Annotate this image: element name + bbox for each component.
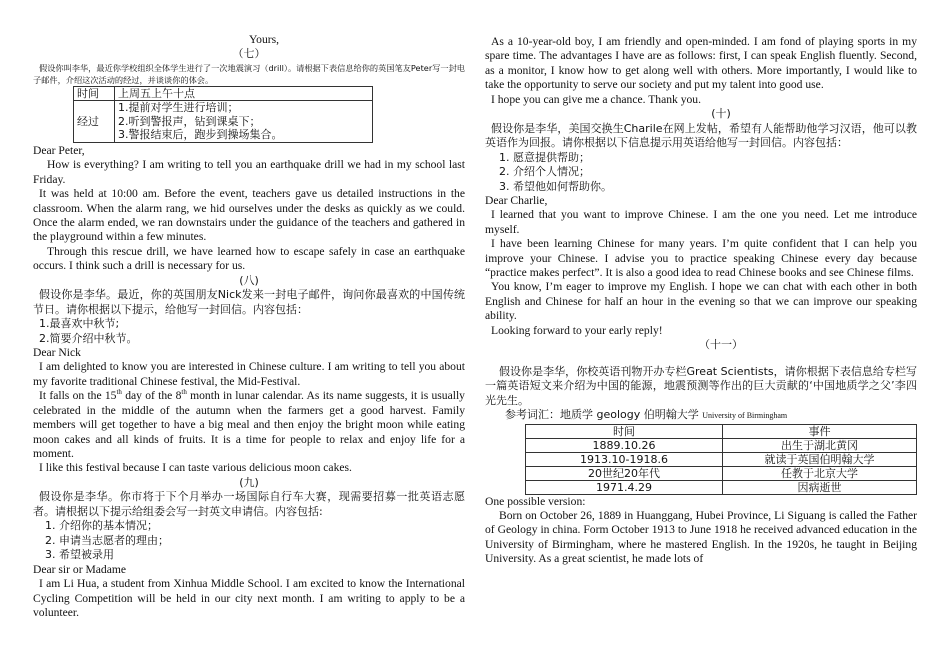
table-row: 1889.10.26 出生于湖北黄冈 — [526, 438, 917, 452]
section7-prompt: 假设你叫李华，最近你学校组织全体学生进行了一次地震演习（drill）。请根据下表信息给你的英国笔友Peter写一封电子邮件，介绍这次活动的经过，并谈谈你的体会。 — [33, 62, 465, 85]
section9-prompt: 假设你是李华。你市将于下个月举办一场国际自行车大赛，现需要招募一批英语志愿者。请根据以下提示给组委会写一封英文申请信。内容包括: — [33, 490, 465, 518]
left-column — [33, 0, 465, 620]
process-step: 3.警报结束后，跑步到操场集合。 — [118, 128, 283, 142]
section9-point: 2. 申请当志愿者的理由； — [45, 533, 169, 547]
section11-reference-words: 参考词汇：地质学 geology 伯明翰大学 University of Birmingham — [505, 408, 788, 422]
section9-heading: (九) — [239, 475, 259, 489]
section9-continued-paragraph: As a 10-year-old boy, I am friendly and open-minded. I am fond of playing sports in my spare time. The advantages I have are as follows: first, I can speak English fluently. Second, as a monitor, I know how to get along well with others. More importantly, I would like to take the opportunity to serve our society and put my talent into good use. — [485, 35, 917, 92]
right-column — [485, 0, 917, 567]
section9-point: 1. 介绍你的基本情况； — [45, 519, 158, 533]
section9-paragraph: I am Li Hua, a student from Xinhua Middle School. I am excited to know the International Cycling Competition will be held in our city next month. I am writing to apply to be a volunteer. — [33, 577, 465, 619]
time-label-cell: 时间 — [74, 86, 115, 101]
section9-point: 3. 希望被录用 — [45, 548, 114, 562]
section10-greeting: Dear Charlie, — [485, 194, 548, 208]
section10-point: 2. 介绍个人情况； — [499, 165, 590, 179]
process-step: 2.听到警报声，钻到课桌下； — [118, 114, 261, 128]
section9-greeting: Dear sir or Madame — [33, 562, 127, 576]
section7-paragraph: How is everything? I am writing to tell you an earthquake drill we had in my school last Friday. — [33, 158, 465, 186]
section10-paragraph: I have been learning Chinese for many years. I’m quite confident that I can help you improve your Chinese. I advise you to practice speaking Chinese every day because “practice makes perfect”. It is also a good idea to read Chinese books and see Chinese films. — [485, 237, 917, 280]
section8-prompt: 假设你是李华。最近，你的英国朋友Nick发来一封电子邮件，询问你最喜欢的中国传统节日。请你根据以下提示，给他写一封回信。内容包括： — [33, 288, 465, 316]
section11-heading: （十一） — [699, 338, 743, 352]
drill-info-table — [73, 86, 373, 143]
process-label-cell: 经过 — [74, 101, 115, 143]
li-siguang-timeline-table — [525, 424, 917, 495]
section10-paragraph: You know, I’m eager to improve my English. I hope we can chat with each other in both English and Chinese for half an hour in the evening so that we can improve our speaking ability. — [485, 280, 917, 323]
section8-point: 2.简要介绍中秋节。 — [39, 331, 138, 345]
section7-heading: （七） — [232, 47, 266, 61]
section8-paragraph: It falls on the 15th day of the 8th month in lunar calendar. As its name suggests, it is usually celebrated in the middle of the autumn when the farmers get a good harvest. Family members will get together to have a big meal and then enjoy the bright moon while eating moon cakes and all kinds of fruits. It is a time for people to relax and enjoy life for a moment. — [33, 388, 465, 460]
section11-prompt: 假设你是李华，你校英语刊物开办专栏Great Scientists，请你根据下表信息给专栏写一篇英语短文来介绍为中国的能源，地震预测等作出的巨大贡献的‘中国地质学之父’李四光先生。 — [485, 364, 917, 407]
process-step: 1.提前对学生进行培训； — [118, 101, 239, 115]
section10-prompt: 假设你是李华，美国交换生Charile在网上发帖，希望有人能帮助他学习汉语，他可以教英语作为回报。请你根据以下信息提示用英语给他写一封回信。内容包括： — [485, 121, 917, 150]
section7-paragraph: It was held at 10:00 am. Before the event, teachers gave us detailed instructions in the classroom. When the alarm rang, we hid ourselves under the desks as quickly as we could. Once the alarm ended, we ran downstairs under the guidance of the teachers and gathered in the playground within a few minutes. — [33, 187, 465, 244]
table-header-time: 时间 — [526, 424, 723, 438]
process-steps-cell — [115, 101, 373, 143]
version-label: One possible version: — [485, 494, 586, 508]
section10-paragraph: Looking forward to your early reply! — [491, 323, 663, 337]
table-row: 1971.4.29 因病逝世 — [526, 480, 917, 494]
section7-greeting: Dear Peter, — [33, 143, 85, 157]
section10-point: 3. 希望他如何帮助你。 — [499, 179, 612, 193]
section8-greeting: Dear Nick — [33, 346, 81, 360]
section10-point: 1. 愿意提供帮助； — [499, 150, 590, 164]
section10-heading: (十) — [711, 107, 731, 121]
table-row: 20世纪20年代 任教于北京大学 — [526, 466, 917, 480]
section8-paragraph: I like this festival because I can taste various delicious moon cakes. — [39, 461, 352, 475]
section8-paragraph: I am delighted to know you are interested in Chinese culture. I am writing to tell you about my favorite traditional Chinese festival, the Mid-Festival. — [33, 360, 465, 388]
section8-heading: (八) — [239, 273, 259, 287]
table-row: 1913.10-1918.6 就读于英国伯明翰大学 — [526, 452, 917, 466]
closing-yours: Yours, — [248, 33, 280, 46]
table-header-event: 事件 — [723, 424, 917, 438]
section10-paragraph: I learned that you want to improve Chinese. I am the one you need. Let me introduce myself. — [485, 208, 917, 236]
time-value-cell: 上周五上午十点 — [115, 86, 373, 101]
section11-paragraph: Born on October 26, 1889 in Huanggang, Hubei Province, Li Siguang is called the Father of Geology in china. Form October 1913 to June 1918 he received advanced education in the University of Birmingham, where he mastered English. In the 1920s, he taught in Beijing University. As a great scientist, he made lots of — [485, 509, 917, 566]
section9-continued-paragraph: I hope you can give me a chance. Thank you. — [491, 92, 702, 106]
section7-paragraph: Through this rescue drill, we have learned how to escape safely in case an earthquake occurs. I think such a drill is necessary for us. — [33, 244, 465, 273]
section8-point: 1.最喜欢中秋节; — [39, 317, 120, 331]
